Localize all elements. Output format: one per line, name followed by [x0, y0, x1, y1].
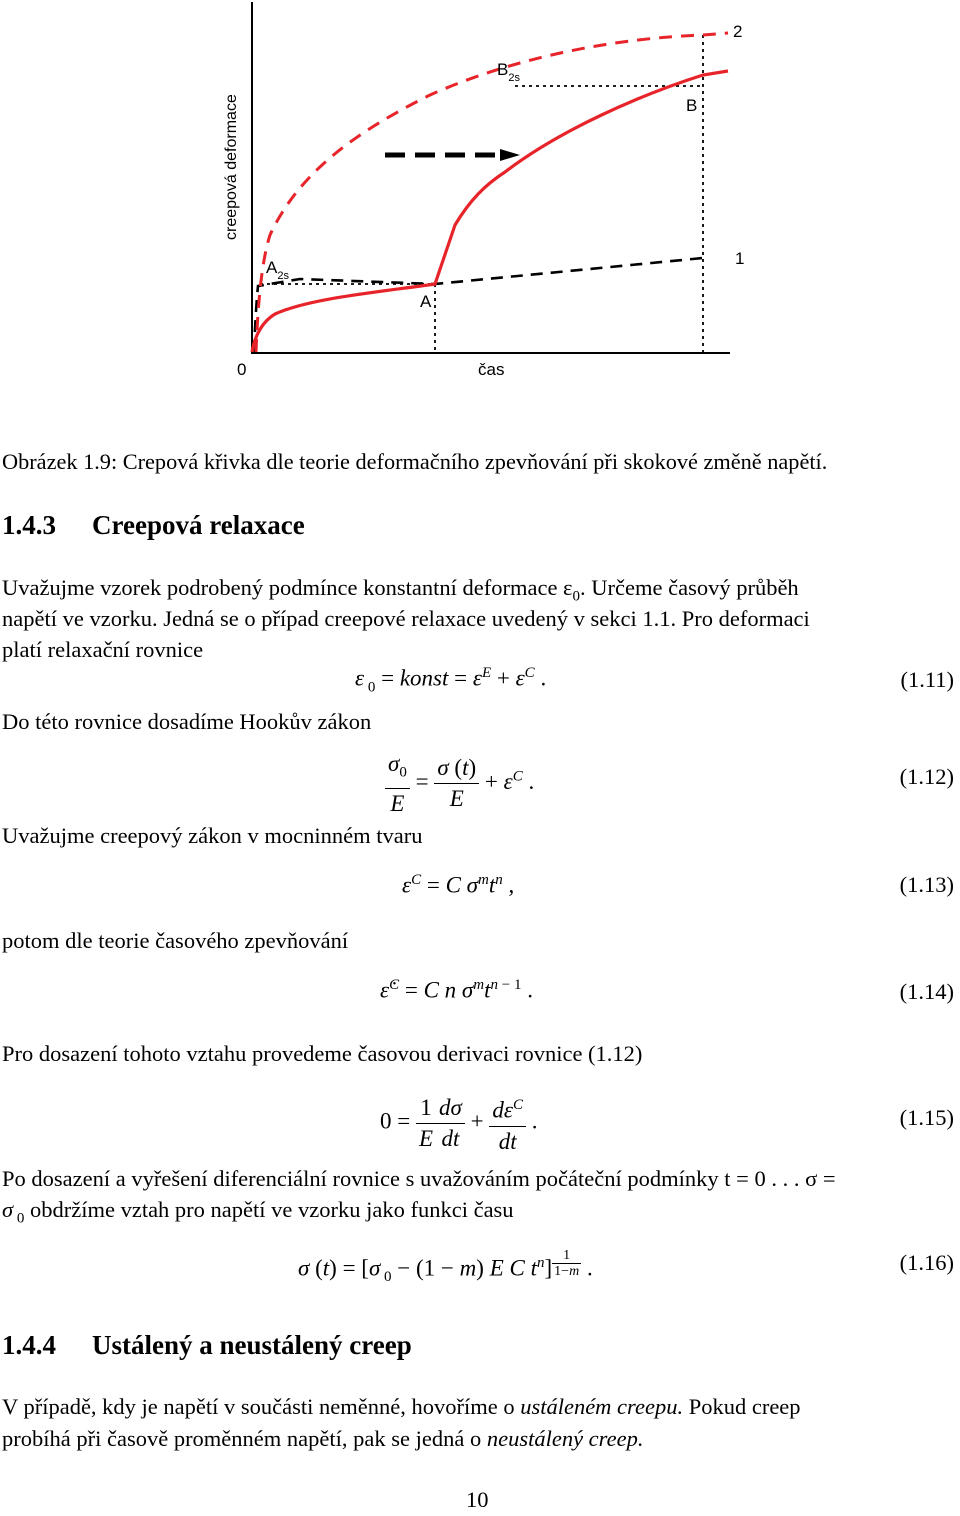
eq-number-1-14: (1.14) — [899, 979, 954, 1004]
y-axis-label: creepová deformace — [223, 94, 240, 240]
curve-1-dashed — [254, 258, 703, 352]
para1-line2: napětí ve vzorku. Jedná se o případ creepové relaxace uvedený v sekci 1.1. Pro deformaci — [2, 606, 810, 631]
para3-line2: probíhá při časově proměnném napětí, pak se jedná o neustálený creep. — [2, 1426, 644, 1451]
para1-line1: Uvažujme vzorek podrobený podmínce konstantní deformace $\varepsilon_0$. Určeme časový průběh — [2, 575, 799, 605]
section-heading-1-4-3 — [2, 510, 305, 541]
equation-1-13: $\varepsilon^C = C$ $\sigma^mt^n$ , — [402, 872, 515, 898]
text-hooke: Do této rovnice dosadíme Hookův zákon — [2, 709, 372, 734]
point-A-label: A — [420, 292, 432, 311]
point-A2s-label: $A_{2s}$ — [266, 258, 289, 282]
curve-actual-solid — [252, 71, 728, 352]
para2-line1: Po dosazení a vyřešení diferenciální rovnice s uvažováním počáteční podmínky t = 0 . . . σ = — [2, 1166, 836, 1191]
equation-1-15: 0 = $\frac{1}{E}$ $\frac{d\sigma}{dt}$ + $\frac{d\varepsilon^C}{dt}$ . — [380, 1090, 537, 1157]
eq-number-1-13: (1.13) — [899, 872, 954, 897]
section-heading-1-4-4 — [2, 1330, 412, 1361]
origin-label: 0 — [237, 360, 247, 379]
text-power-law: Uvažujme creepový zákon v mocninném tvaru — [2, 823, 423, 848]
section-number: 1.4.3 — [2, 510, 56, 540]
text-time-hardening: potom dle teorie časového zpevňování — [2, 928, 349, 953]
curve-2-label: 2 — [733, 22, 743, 41]
x-axis-label: čas — [478, 360, 505, 379]
point-B2s-label: $B_{2s}$ — [497, 60, 520, 84]
point-B-label: B — [686, 96, 698, 115]
para2-line2: σ $_0$ obdržíme vztah pro napětí ve vzorku jako funkci času — [2, 1197, 514, 1227]
section-title: Ustálený a neustálený creep — [92, 1330, 412, 1360]
creep-figure — [0, 0, 960, 440]
curve-2-dashed — [256, 33, 728, 352]
shift-arrow-head — [500, 149, 520, 161]
equation-1-14: ε̇$^C$ = C n $\sigma^mt^{n - 1}$ . — [380, 977, 533, 1003]
equation-1-12: $\frac{\sigma_0}{E}$ = $\frac{\sigma (t)}{E}$ + $\varepsilon^C$ . — [385, 749, 534, 819]
eq-number-1-16: (1.16) — [899, 1250, 954, 1275]
equation-1-16: σ (t) = [σ $_0$ − (1 − m) E C $t^n$] $^{\frac{1}{1-m}}$ . — [298, 1248, 593, 1286]
section-title: Creepová relaxace — [92, 510, 305, 540]
page-number: 10 — [466, 1487, 489, 1512]
eq-number-1-15: (1.15) — [899, 1105, 954, 1130]
figure-caption: Obrázek 1.9: Crepová křivka dle teorie deformačního zpevňování při skokové změně napětí. — [2, 449, 828, 474]
eq-number-1-12: (1.12) — [899, 764, 954, 789]
text-derivative: Pro dosazení tohoto vztahu provedeme časovou derivaci rovnice (1.12) — [2, 1041, 643, 1066]
eq-number-1-11: (1.11) — [900, 667, 954, 692]
equation-1-11: ε $_0$ = konst = $\varepsilon^E + \varepsilon^C$ . — [355, 665, 547, 696]
para3-line1: V případě, kdy je napětí v součásti neměnné, hovoříme o ustáleném creepu. Pokud creep — [2, 1394, 801, 1419]
section-number: 1.4.4 — [2, 1330, 56, 1360]
curve-1-label: 1 — [735, 249, 745, 268]
para1-line3: platí relaxační rovnice — [2, 637, 204, 662]
